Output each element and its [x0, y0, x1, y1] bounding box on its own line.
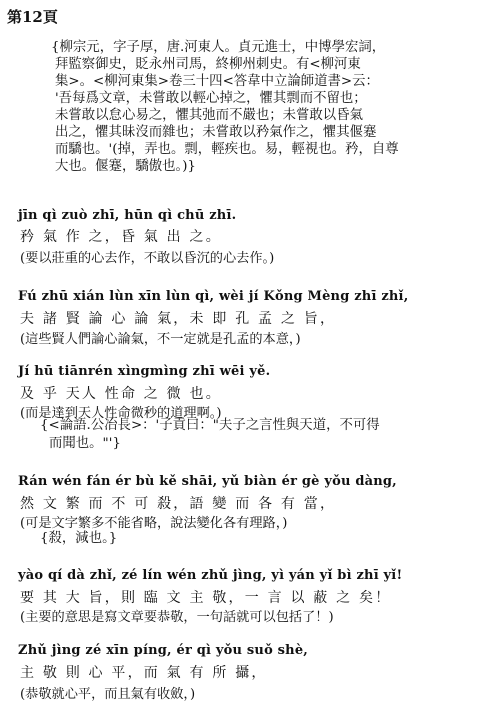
- translation-line: (可是文字繁多不能省略，說法變化各有理路，): [20, 516, 288, 531]
- intro-note-line: 集>。<柳河東集>卷三十四<答韋中立論師道書>云：: [55, 74, 379, 89]
- pinyin-line: Rán wén fán ér bù kě shāi, yǔ biàn ér gè yǒu dàng,: [18, 474, 397, 489]
- intro-note-line: 而驕也。'(掉，弄也。剽，輕疾也。易，輕視也。矜，自尊: [55, 142, 399, 157]
- section-note-line: {<論語.公冶長>：'子貢曰："夫子之言性與天道，不可得: [40, 418, 380, 433]
- translation-line: (主要的意思是寫文章要恭敬，一句話就可以包括了！): [20, 610, 334, 625]
- intro-note-line: {柳宗元，字子厚，唐.河東人。貞元進士，中博學宏詞，: [51, 40, 386, 55]
- page-number: 第12頁: [7, 8, 58, 26]
- intro-note-line: '吾每爲文章，未嘗敢以輕心掉之，懼其剽而不留也；: [55, 91, 367, 106]
- chinese-line: 夫 諸 賢 論 心 論 氣，未 即 孔 孟 之 旨，: [20, 311, 337, 327]
- translation-line: (而是達到天人性命微秒的道理啊。): [20, 406, 222, 421]
- pinyin-line: jīn qì zuò zhī, hūn qì chū zhī.: [18, 208, 237, 223]
- pinyin-line: yào qí dà zhǐ, zé lín wén zhǔ jìng, yì yán yǐ bì zhī yǐ!: [18, 568, 403, 583]
- chinese-line: 然 文 繁 而 不 可 殺，語 變 而 各 有 當，: [20, 496, 337, 512]
- chinese-line: 要 其 大 旨，則 臨 文 主 敬，一 言 以 蔽 之 矣！: [20, 590, 392, 606]
- chinese-line: 矜 氣 作 之，昏 氣 出 之。: [20, 229, 222, 245]
- section-note-line: 而聞也。"'}: [49, 436, 121, 451]
- translation-line: (恭敬就心平，而且氣有收斂，): [20, 687, 196, 702]
- intro-note-line: 大也。偃蹇，驕傲也。)}: [55, 159, 196, 174]
- pinyin-line: Fú zhū xián lùn xīn lùn qì, wèi jí Kǒng Mèng zhī zhǐ,: [18, 289, 409, 304]
- intro-note-line: 出之，懼其昧沒而雜也；未嘗敢以矜氣作之，懼其偃蹇: [55, 125, 377, 140]
- translation-line: (這些賢人們論心論氣，不一定就是孔孟的本意，): [20, 332, 301, 347]
- intro-note-line: 拜監察御史，貶永州司馬，終柳州刺史。有<柳河東: [55, 57, 361, 72]
- chinese-line: 及 乎 天人 性命 之 微 也。: [20, 386, 222, 402]
- chinese-line: 主 敬 則 心 平，而 氣 有 所 攝，: [20, 665, 268, 681]
- translation-line: (要以莊重的心去作，不敢以昏沉的心去作。): [20, 251, 275, 266]
- intro-note-line: 未嘗敢以怠心易之，懼其弛而不嚴也；未嘗敢以昏氣: [55, 108, 363, 123]
- pinyin-line: Zhǔ jìng zé xīn píng, ér qì yǒu suǒ shè,: [18, 643, 309, 658]
- pinyin-line: Jí hū tiānrén xìngmìng zhī wēi yě.: [18, 364, 271, 379]
- section-note-line: {殺，減也。}: [40, 531, 118, 546]
